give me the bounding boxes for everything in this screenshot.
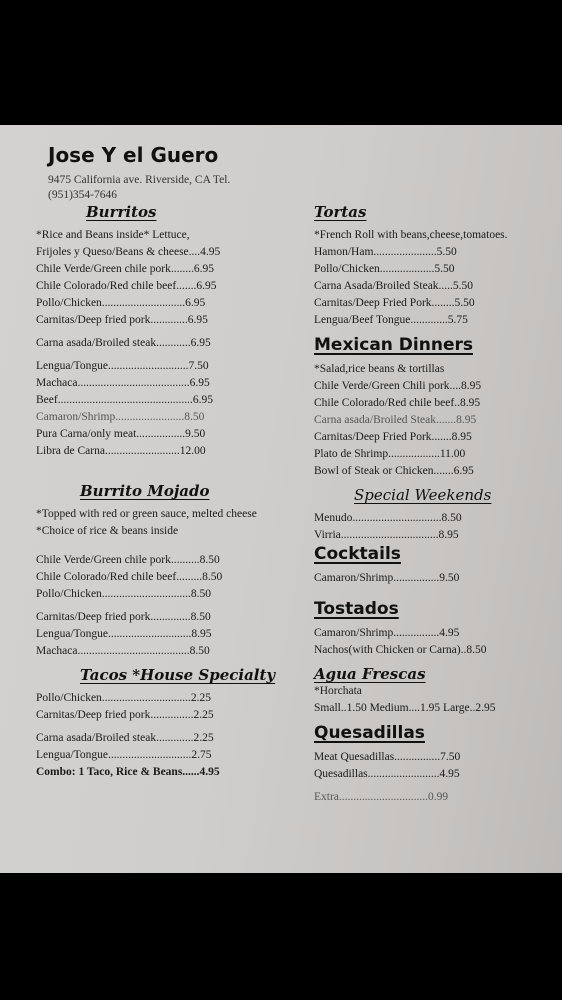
menu-item: Plato de Shrimp..................11.00: [314, 448, 466, 460]
menu-item: Pollo/Chicken...................5.50: [314, 263, 455, 275]
burrito-mojado-note: *Topped with red or green sauce, melted cheese: [36, 508, 257, 520]
section-title-tostados: Tostados: [314, 599, 399, 619]
menu-item: Menudo...............................8.50: [314, 512, 462, 524]
section-title-tacos: Tacos *House Specialty: [80, 666, 276, 684]
menu-item: Carnitas/Deep fried pork..............8.50: [36, 611, 211, 623]
menu-left-column: [36, 203, 298, 781]
menu-item: Virria..................................8.95: [314, 529, 459, 541]
menu-item: Quesadillas.........................4.95: [314, 768, 460, 780]
menu-item: Chile Colorado/Red chile beef.........8.50: [36, 571, 223, 583]
menu-item: Carna Asada/Broiled Steak.....5.50: [314, 280, 474, 292]
menu-item: Carna asada/Broiled Steak.......8.95: [314, 414, 477, 426]
menu-item: Pollo/Chicken.............................6.95: [36, 297, 206, 309]
taco-combo: Combo: 1 Taco, Rice & Beans......4.95: [36, 766, 220, 778]
section-title-agua-frescas: Agua Frescas: [314, 665, 426, 683]
burrito-mojado-note: *Choice of rice & beans inside: [36, 525, 179, 537]
agua-frescas-sizes: Small..1.50 Medium....1.95 Large..2.95: [314, 702, 496, 714]
menu-item: Chile Colorado/Red chile beef.......6.95: [36, 280, 217, 292]
menu-item: Chile Verde/Green chile pork..........8.50: [36, 554, 220, 566]
section-title-burritos: Burritos: [86, 203, 157, 221]
menu-item: Beef...............................................6.95: [36, 394, 213, 406]
menu-item: Pollo/Chicken...............................8.50: [36, 588, 212, 600]
agua-frescas-note: *Horchata: [314, 685, 362, 697]
menu-item: Libra de Carna..........................12.00: [36, 445, 206, 457]
section-title-cocktails: Cocktails: [314, 544, 401, 564]
mexican-dinners-note: *Salad,rice beans & tortillas: [314, 363, 445, 375]
menu-item: Camaron/Shrimp................9.50: [314, 572, 460, 584]
section-title-special-weekends: Special Weekends: [354, 486, 492, 504]
menu-item: Carnitas/Deep fried pork.............6.95: [36, 314, 208, 326]
section-title-burrito-mojado: Burrito Mojado: [80, 482, 210, 500]
menu-item: Carna asada/Broiled steak.............2.25: [36, 732, 214, 744]
menu-item: Camaron/Shrimp........................8.50: [36, 411, 205, 423]
restaurant-address: 9475 California ave. Riverside, CA Tel.: [48, 174, 231, 186]
menu-item: Chile Verde/Green Chili pork....8.95: [314, 380, 482, 392]
restaurant-address-block: [48, 173, 230, 203]
menu-item: Lengua/Tongue.............................2.75: [36, 749, 212, 761]
menu-item: Carnitas/Deep Fried Pork.......8.95: [314, 431, 472, 443]
menu-item: Frijoles y Queso/Beans & cheese....4.95: [36, 246, 221, 258]
menu-sheet: [0, 125, 562, 873]
section-title-mexican-dinners: Mexican Dinners: [314, 335, 473, 355]
burritos-note: *Rice and Beans inside* Lettuce,: [36, 229, 190, 241]
tortas-note: *French Roll with beans,cheese,tomatoes.: [314, 229, 508, 241]
menu-item: Meat Quesadillas................7.50: [314, 751, 461, 763]
restaurant-name: Jose Y el Guero: [48, 143, 219, 167]
menu-item: Chile Colorado/Red chile beef..8.95: [314, 397, 481, 409]
restaurant-phone: (951)354-7646: [48, 189, 117, 201]
menu-right-column: [314, 203, 552, 806]
menu-item: Machaca.......................................8.50: [36, 645, 210, 657]
menu-item: Carnitas/Deep fried pork...............2.25: [36, 709, 214, 721]
menu-item: Hamon/Ham......................5.50: [314, 246, 457, 258]
section-title-quesadillas: Quesadillas: [314, 723, 425, 743]
menu-item: Camaron/Shrimp................4.95: [314, 627, 460, 639]
menu-item: Machaca.......................................6.95: [36, 377, 210, 389]
menu-item: Bowl of Steak or Chicken.......6.95: [314, 465, 474, 477]
menu-item: Lengua/Beef Tongue.............5.75: [314, 314, 468, 326]
menu-item: Carna asada/Broiled steak............6.95: [36, 337, 211, 349]
menu-item: Chile Verde/Green chile pork........6.95: [36, 263, 214, 275]
menu-item: Nachos(with Chicken or Carna)..8.50: [314, 644, 487, 656]
menu-item: Pura Carna/only meat.................9.50: [36, 428, 206, 440]
section-title-tortas: Tortas: [314, 203, 367, 221]
quesadillas-extra: Extra...............................0.99: [314, 791, 449, 803]
menu-item: Pollo/Chicken...............................2.25: [36, 692, 212, 704]
menu-item: Carnitas/Deep Fried Pork........5.50: [314, 297, 475, 309]
menu-item: Lengua/Tongue.............................8.95: [36, 628, 212, 640]
menu-item: Lengua/Tongue............................7.50: [36, 360, 209, 372]
